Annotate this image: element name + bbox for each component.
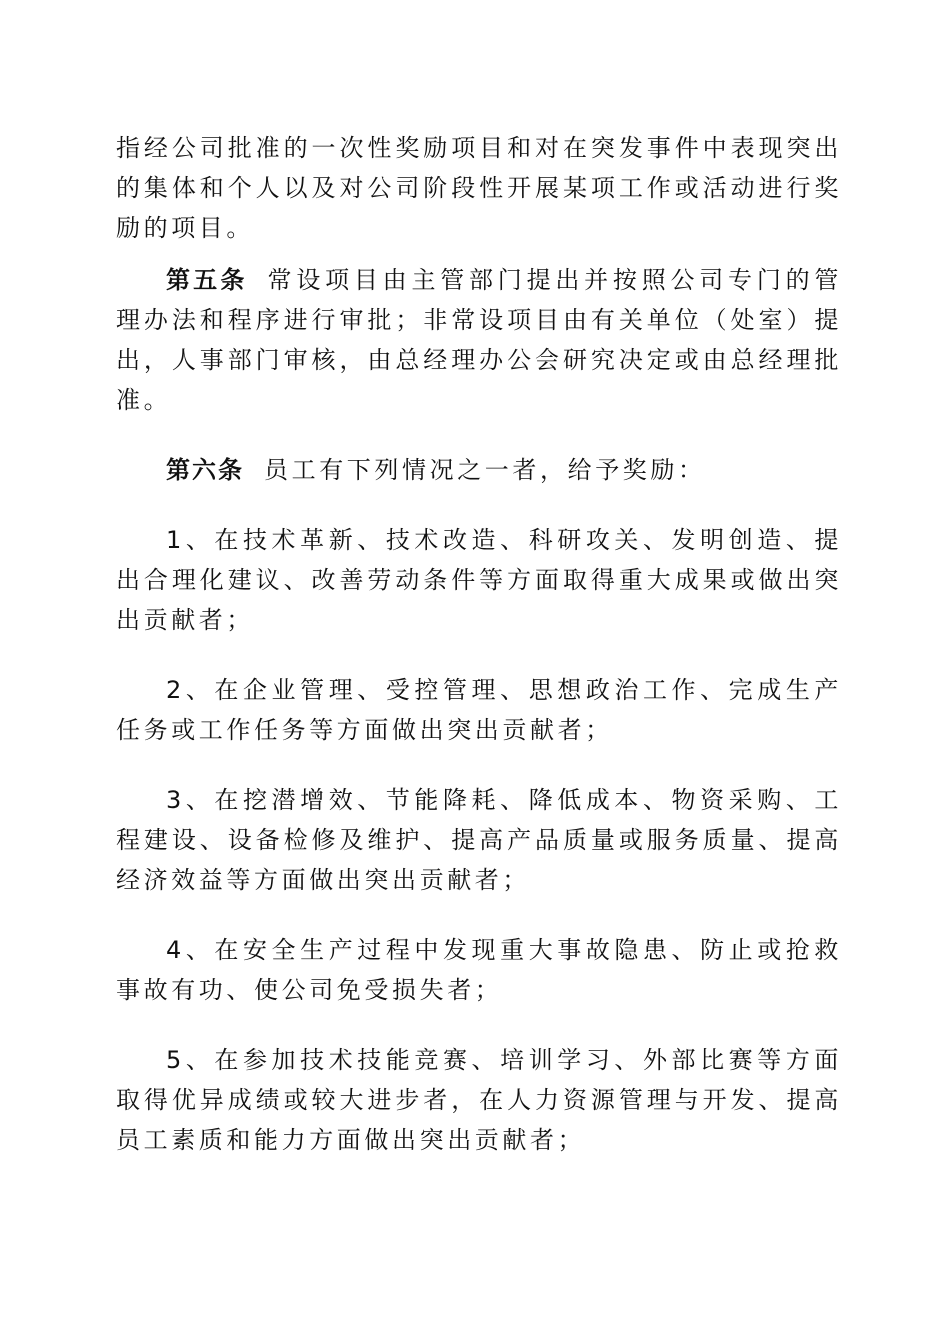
list-item-4 bbox=[116, 930, 842, 1010]
article-6-paragraph bbox=[116, 450, 842, 490]
list-item-1 bbox=[116, 520, 842, 640]
list-item-2 bbox=[116, 670, 842, 750]
paragraph-text: 3、在挖潜增效、节能降耗、降低成本、物资采购、工程建设、设备检修及维护、提高产品质量或服务质量、提高经济效益等方面做出突出贡献者； bbox=[116, 786, 842, 894]
paragraph-text: 4、在安全生产过程中发现重大事故隐患、防止或抢救事故有功、使公司免受损失者； bbox=[116, 936, 842, 1004]
paragraph-text: 5、在参加技术技能竞赛、培训学习、外部比赛等方面取得优异成绩或较大进步者，在人力资源管理与开发、提高员工素质和能力方面做出突出贡献者； bbox=[116, 1046, 842, 1154]
article-5-paragraph bbox=[116, 260, 842, 420]
paragraph-continuation bbox=[116, 128, 842, 248]
paragraph-text: 员工有下列情况之一者，给予奖励： bbox=[264, 456, 706, 484]
article-label: 第五条 bbox=[166, 266, 248, 294]
article-label: 第六条 bbox=[166, 456, 244, 484]
paragraph-text: 2、在企业管理、受控管理、思想政治工作、完成生产任务或工作任务等方面做出突出贡献者； bbox=[116, 676, 842, 744]
document-body bbox=[116, 128, 842, 1160]
paragraph-text: 指经公司批准的一次性奖励项目和对在突发事件中表现突出的集体和个人以及对公司阶段性开展某项工作或活动进行奖励的项目。 bbox=[116, 134, 842, 242]
list-item-5 bbox=[116, 1040, 842, 1160]
paragraph-text: 1、在技术革新、技术改造、科研攻关、发明创造、提出合理化建议、改善劳动条件等方面取得重大成果或做出突出贡献者； bbox=[116, 526, 842, 634]
list-item-3 bbox=[116, 780, 842, 900]
paragraph-text: 常设项目由主管部门提出并按照公司专门的管理办法和程序进行审批；非常设项目由有关单位（处室）提出，人事部门审核，由总经理办公会研究决定或由总经理批准。 bbox=[116, 266, 842, 414]
